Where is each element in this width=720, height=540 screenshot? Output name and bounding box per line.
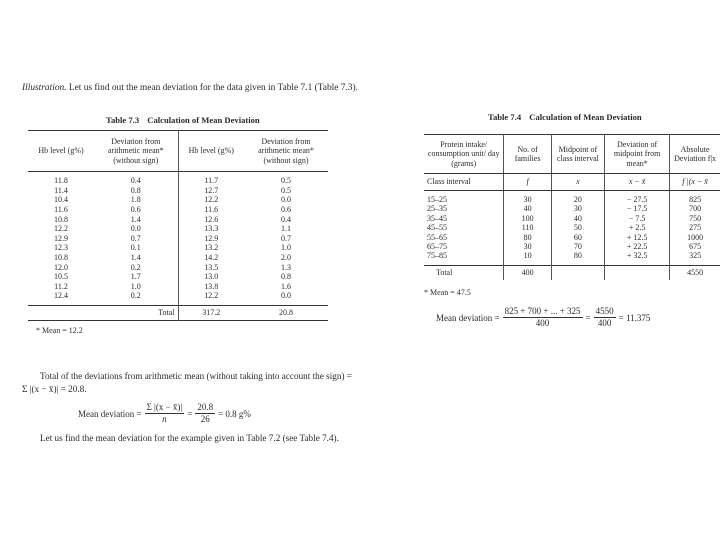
t74-cell: 15–25	[424, 191, 504, 205]
paragraph-total-deviation: Total of the deviations from arithmetic mean (without taking into account the sign) = Σ |(x − x̄)| = 20.8.	[22, 371, 352, 394]
table-row	[28, 253, 328, 263]
t73-cell: 1.7	[94, 272, 178, 282]
t73-cell: 0.7	[94, 234, 178, 244]
t74-body	[424, 191, 720, 266]
t74-sub-x: x	[551, 174, 604, 191]
f2-fraction-2	[594, 306, 616, 329]
t73-cell: 0.0	[281, 291, 291, 301]
t74-cell: 60	[551, 233, 604, 242]
table-row	[28, 262, 328, 272]
t74-sub-f: f	[504, 174, 551, 191]
table-row	[424, 191, 720, 205]
illustration-paragraph	[22, 82, 362, 95]
table-row	[28, 282, 328, 292]
t74-cell: + 2.5	[605, 223, 670, 232]
t74-cell: 675	[689, 242, 702, 252]
t73-cell: 13.3	[204, 224, 219, 234]
table-row	[28, 214, 328, 224]
t73-cell: 0.8	[94, 186, 178, 196]
illustration-text: Let us find out the mean deviation for the data given in Table 7.1 (Table 7.3).	[68, 83, 358, 93]
t73-cell: 0.8	[281, 272, 291, 282]
t73-cell: 11.7	[204, 176, 219, 186]
t73-cell: 10.4	[54, 195, 68, 205]
table-row	[28, 195, 328, 205]
f2-den2: 400	[597, 318, 612, 328]
t73-cell: 10.8	[54, 252, 68, 262]
t73-cell: 1.3	[281, 262, 291, 272]
t73-cell: 0.5	[281, 185, 291, 195]
t73-cell: 1.6	[281, 281, 291, 291]
table-row	[28, 172, 328, 186]
table-row	[424, 223, 720, 232]
t73-header-hb: Hb level (g%)	[28, 131, 94, 172]
t73-cell: 1.4	[94, 253, 178, 263]
t74-total-blank-1	[551, 265, 604, 280]
t73-cell: 0.4	[281, 214, 291, 224]
t74-cell: 1000	[687, 232, 704, 242]
t74-header-absolute: Absolute Deviation f|x	[670, 135, 720, 174]
t73-cell: 11.6	[204, 204, 219, 214]
t73-cell: 0.5	[281, 176, 291, 186]
t74-cell: 30	[504, 191, 551, 205]
t74-cell: 30	[551, 204, 604, 213]
t74-header-deviation: Deviation of midpoint from mean*	[605, 135, 670, 174]
t74-cell: 110	[504, 223, 551, 232]
t73-cell: 0.2	[94, 262, 178, 272]
f2-result: = 11.375	[618, 312, 651, 323]
t74-cell: 25–35	[424, 204, 504, 213]
t73-cell: 11.4	[54, 185, 68, 195]
t74-cell: 700	[689, 204, 702, 214]
f2-num: 825 + 700 + ... + 325	[504, 306, 581, 316]
t73-cell: 12.7	[204, 185, 219, 195]
formula-mean-deviation-1	[78, 402, 251, 425]
table-row	[28, 205, 328, 215]
f1-eq: =	[187, 408, 193, 419]
t73-cell: 11.2	[54, 281, 68, 291]
t74-cell: 75–85	[424, 251, 504, 265]
t74-cell: − 7.5	[605, 214, 670, 223]
t73-total-label: Total	[94, 305, 178, 320]
table-row	[28, 224, 328, 234]
t73-cell: 12.2	[204, 291, 219, 301]
t74-cell: 35–45	[424, 214, 504, 223]
t73-cell: 11.6	[54, 204, 68, 214]
t73-cell: 12.3	[54, 243, 68, 253]
t73-cell: 11.8	[54, 176, 68, 186]
t74-total-abs: 4550	[670, 265, 720, 280]
t74-total-blank-2	[605, 265, 670, 280]
t74-total-label: Total	[424, 265, 504, 280]
t73-cell: 0.6	[94, 205, 178, 215]
table73-caption-label: Table 7.3	[106, 115, 140, 125]
t73-cell: 13.0	[204, 272, 219, 282]
t74-cell: + 22.5	[605, 242, 670, 251]
t73-cell: 13.2	[204, 243, 219, 253]
t73-cell: 1.1	[281, 224, 291, 234]
t74-cell: 80	[551, 251, 604, 265]
t74-cell: 50	[551, 223, 604, 232]
t73-body	[28, 172, 328, 306]
t74-cell: 40	[551, 214, 604, 223]
table-row	[28, 234, 328, 244]
t73-cell: 12.0	[54, 262, 68, 272]
t73-cell: 1.0	[94, 282, 178, 292]
t73-cell: 12.2	[54, 224, 68, 234]
t74-cell: 80	[504, 233, 551, 242]
t73-cell: 0.7	[281, 233, 291, 243]
t73-total-hb: 317.2	[178, 305, 244, 320]
f2-label: Mean deviation =	[436, 312, 500, 323]
t74-cell: 10	[504, 251, 551, 265]
t73-cell: 0.2	[94, 291, 178, 305]
f1-den2: 26	[200, 414, 210, 424]
t73-cell: 2.0	[281, 252, 291, 262]
f2-eq: =	[585, 312, 591, 323]
t73-cell: 0.6	[281, 204, 291, 214]
t73-total-dev: 20.8	[244, 305, 328, 320]
t74-cell: 750	[689, 213, 702, 223]
t74-sub-dev: x − x̄	[605, 174, 670, 191]
f1-fraction-2	[195, 402, 215, 425]
table-row	[424, 251, 720, 265]
t73-header-hb-2: Hb level (g%)	[178, 131, 244, 172]
t74-cell: 30	[504, 242, 551, 251]
t74-cell: 45–55	[424, 223, 504, 232]
t73-header-dev: Deviation from arithmetic mean* (without sign)	[94, 131, 178, 172]
t74-cell: 325	[689, 251, 702, 261]
t73-cell: 12.4	[54, 291, 68, 301]
table-row	[28, 186, 328, 196]
table74-caption-title: Calculation of Mean Deviation	[529, 112, 642, 122]
table-row	[424, 233, 720, 242]
f1-num: Σ |(x − x̄)|	[146, 402, 183, 412]
t74-cell: 825	[689, 195, 702, 205]
t73-cell: 1.8	[94, 195, 178, 205]
t73-cell: 13.8	[204, 281, 219, 291]
f1-den: n	[162, 414, 167, 424]
f1-result: = 0.8 g%	[218, 408, 251, 419]
t73-cell: 0.4	[94, 172, 178, 186]
table-row	[424, 242, 720, 251]
table74-note: * Mean = 47.5	[424, 288, 471, 297]
f2-fraction	[503, 306, 583, 329]
table73-note: * Mean = 12.2	[36, 326, 83, 335]
table-row	[28, 272, 328, 282]
t74-cell: 40	[504, 204, 551, 213]
t73-cell: 14.2	[204, 252, 219, 262]
f1-num2: 20.8	[197, 402, 214, 412]
t74-cell: − 17.5	[605, 204, 670, 213]
t74-header-families: No. of families	[504, 135, 551, 174]
t73-total-blank	[28, 305, 94, 320]
t74-cell: 65–75	[424, 242, 504, 251]
table73-caption-title: Calculation of Mean Deviation	[147, 115, 260, 125]
t73-cell: 12.6	[204, 214, 219, 224]
t74-cell: + 32.5	[605, 251, 670, 265]
table74-caption	[488, 112, 642, 122]
t73-cell: 10.8	[54, 214, 68, 224]
t74-cell: 70	[551, 242, 604, 251]
f1-fraction	[145, 402, 185, 425]
table-row	[28, 291, 328, 305]
t74-sub-class: Class interval	[424, 174, 504, 191]
t74-total-f: 400	[504, 265, 551, 280]
paragraph-example: Let us find the mean deviation for the example given in Table 7.2 (see Table 7.4).	[40, 433, 339, 443]
t74-cell: 20	[551, 191, 604, 205]
f1-label: Mean deviation =	[78, 408, 142, 419]
t73-cell: 0.1	[94, 243, 178, 253]
table-7-4	[424, 134, 720, 280]
t73-cell: 10.5	[54, 272, 68, 282]
t74-cell: + 12.5	[605, 233, 670, 242]
table-7-3	[28, 130, 328, 321]
t73-header-dev-2: Deviation from arithmetic mean* (without sign)	[244, 131, 328, 172]
t73-cell: 12.9	[204, 233, 219, 243]
f2-num2: 4550	[595, 306, 614, 316]
t74-header-midpoint: Midpoint of class interval	[551, 135, 604, 174]
t73-cell: 0.0	[94, 224, 178, 234]
table-row	[28, 243, 328, 253]
t74-cell: 275	[689, 223, 702, 233]
formula-mean-deviation-2	[436, 306, 650, 329]
table-row	[424, 214, 720, 223]
t73-cell: 1.0	[281, 243, 291, 253]
f2-den: 400	[535, 318, 550, 328]
t73-cell: 12.9	[54, 233, 68, 243]
table73-caption	[106, 115, 260, 125]
t73-cell: 13.5	[204, 262, 219, 272]
t74-header-class: Protein intake/ consumption unit/ day (grams)	[424, 135, 504, 174]
illustration-label: Illustration.	[22, 83, 67, 93]
t73-cell: 0.0	[281, 195, 291, 205]
t74-sub-abs: f |(x − x̄	[670, 174, 720, 191]
table74-caption-label: Table 7.4	[488, 112, 522, 122]
t74-cell: − 27.5	[605, 191, 670, 205]
t73-cell: 12.2	[204, 195, 219, 205]
t73-cell: 1.4	[94, 214, 178, 224]
t74-cell: 55–65	[424, 233, 504, 242]
t74-cell: 100	[504, 214, 551, 223]
table-row	[424, 204, 720, 213]
